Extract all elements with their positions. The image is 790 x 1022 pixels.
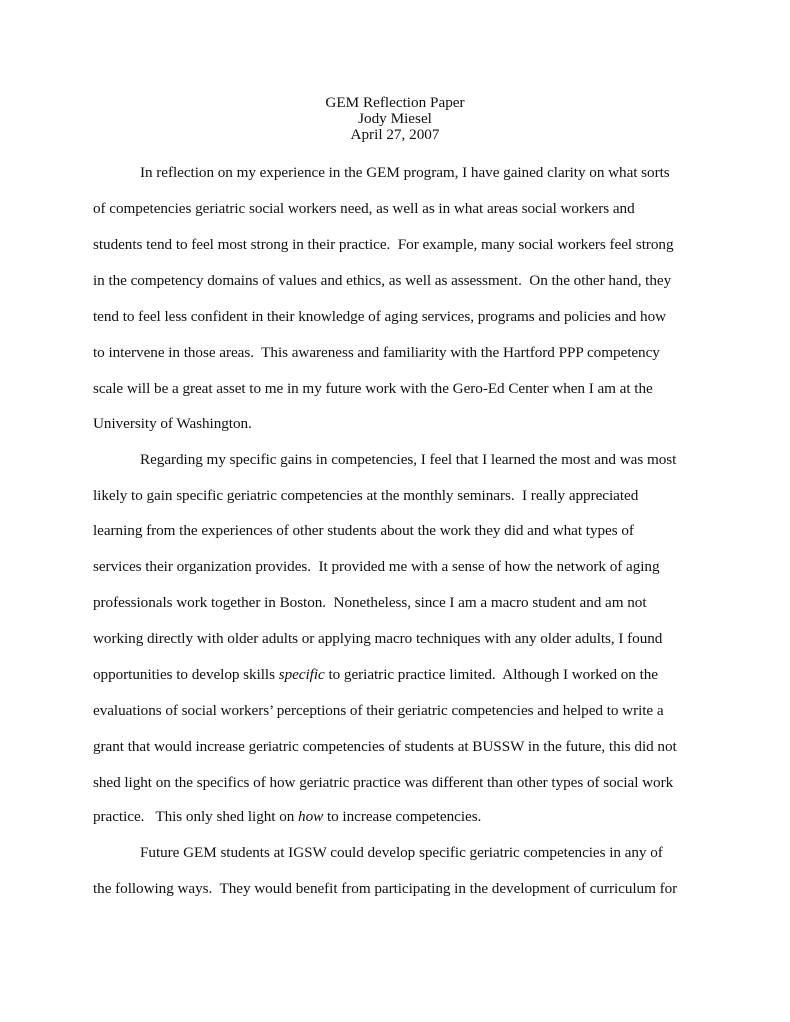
document-title: GEM Reflection Paper [325,94,465,111]
document-author: Jody Miesel [358,110,432,127]
paragraph-2-line-10: shed light on the specifics of how geriatric practice was different than other types of social work [93,774,674,791]
line-text-before: opportunities to develop skills [93,666,279,683]
paragraph-1-line-5: tend to feel less confident in their knowledge of aging services, programs and policies and how [93,308,667,325]
line-text-after: to geriatric practice limited. Although I worked on the [324,666,658,683]
emphasis-specific: specific [278,666,325,683]
paragraph-1-line-7: scale will be a great asset to me in my future work with the Gero-Ed Center when I am at the [93,380,653,397]
paragraph-1-line-4: in the competency domains of values and ethics, as well as assessment. On the other hand, they [93,272,672,289]
paragraph-2-line-7 [93,666,658,684]
line-text-before: practice. This only shed light on [93,808,299,825]
emphasis-how: how [298,808,324,825]
document-header [0,95,790,143]
paragraph-2-line-3: learning from the experiences of other students about the work they did and what types of [93,522,634,539]
paragraph-1-line-8: University of Washington. [93,415,252,432]
document-date: April 27, 2007 [350,126,440,143]
paragraph-2-line-11 [93,808,481,826]
paragraph-2-line-6: working directly with older adults or applying macro techniques with any older adults, I found [93,630,663,647]
paragraph-1-line-1: In reflection on my experience in the GEM program, I have gained clarity on what sorts [140,164,670,181]
paragraph-2-line-8: evaluations of social workers’ perceptions of their geriatric competencies and helped to write a [93,702,664,719]
paragraph-1-line-2: of competencies geriatric social workers need, as well as in what areas social workers and [93,200,635,217]
paragraph-2-line-1: Regarding my specific gains in competencies, I feel that I learned the most and was most [140,451,677,468]
paragraph-2-line-9: grant that would increase geriatric competencies of students at BUSSW in the future, this did not [93,738,677,755]
paragraph-3-line-2: the following ways. They would benefit from participating in the development of curriculum for [93,880,678,897]
paragraph-3-line-1: Future GEM students at IGSW could develop specific geriatric competencies in any of [140,844,663,861]
paragraph-2-line-4: services their organization provides. It provided me with a sense of how the network of aging [93,558,660,575]
paragraph-2-line-5: professionals work together in Boston. Nonetheless, since I am a macro student and am not [93,594,647,611]
paragraph-1-line-6: to intervene in those areas. This awareness and familiarity with the Hartford PPP competency [93,344,660,361]
paragraph-1-line-3: students tend to feel most strong in their practice. For example, many social workers feel strong [93,236,674,253]
line-text-after: to increase competencies. [323,808,482,825]
paragraph-2-line-2: likely to gain specific geriatric competencies at the monthly seminars. I really appreciated [93,487,639,504]
